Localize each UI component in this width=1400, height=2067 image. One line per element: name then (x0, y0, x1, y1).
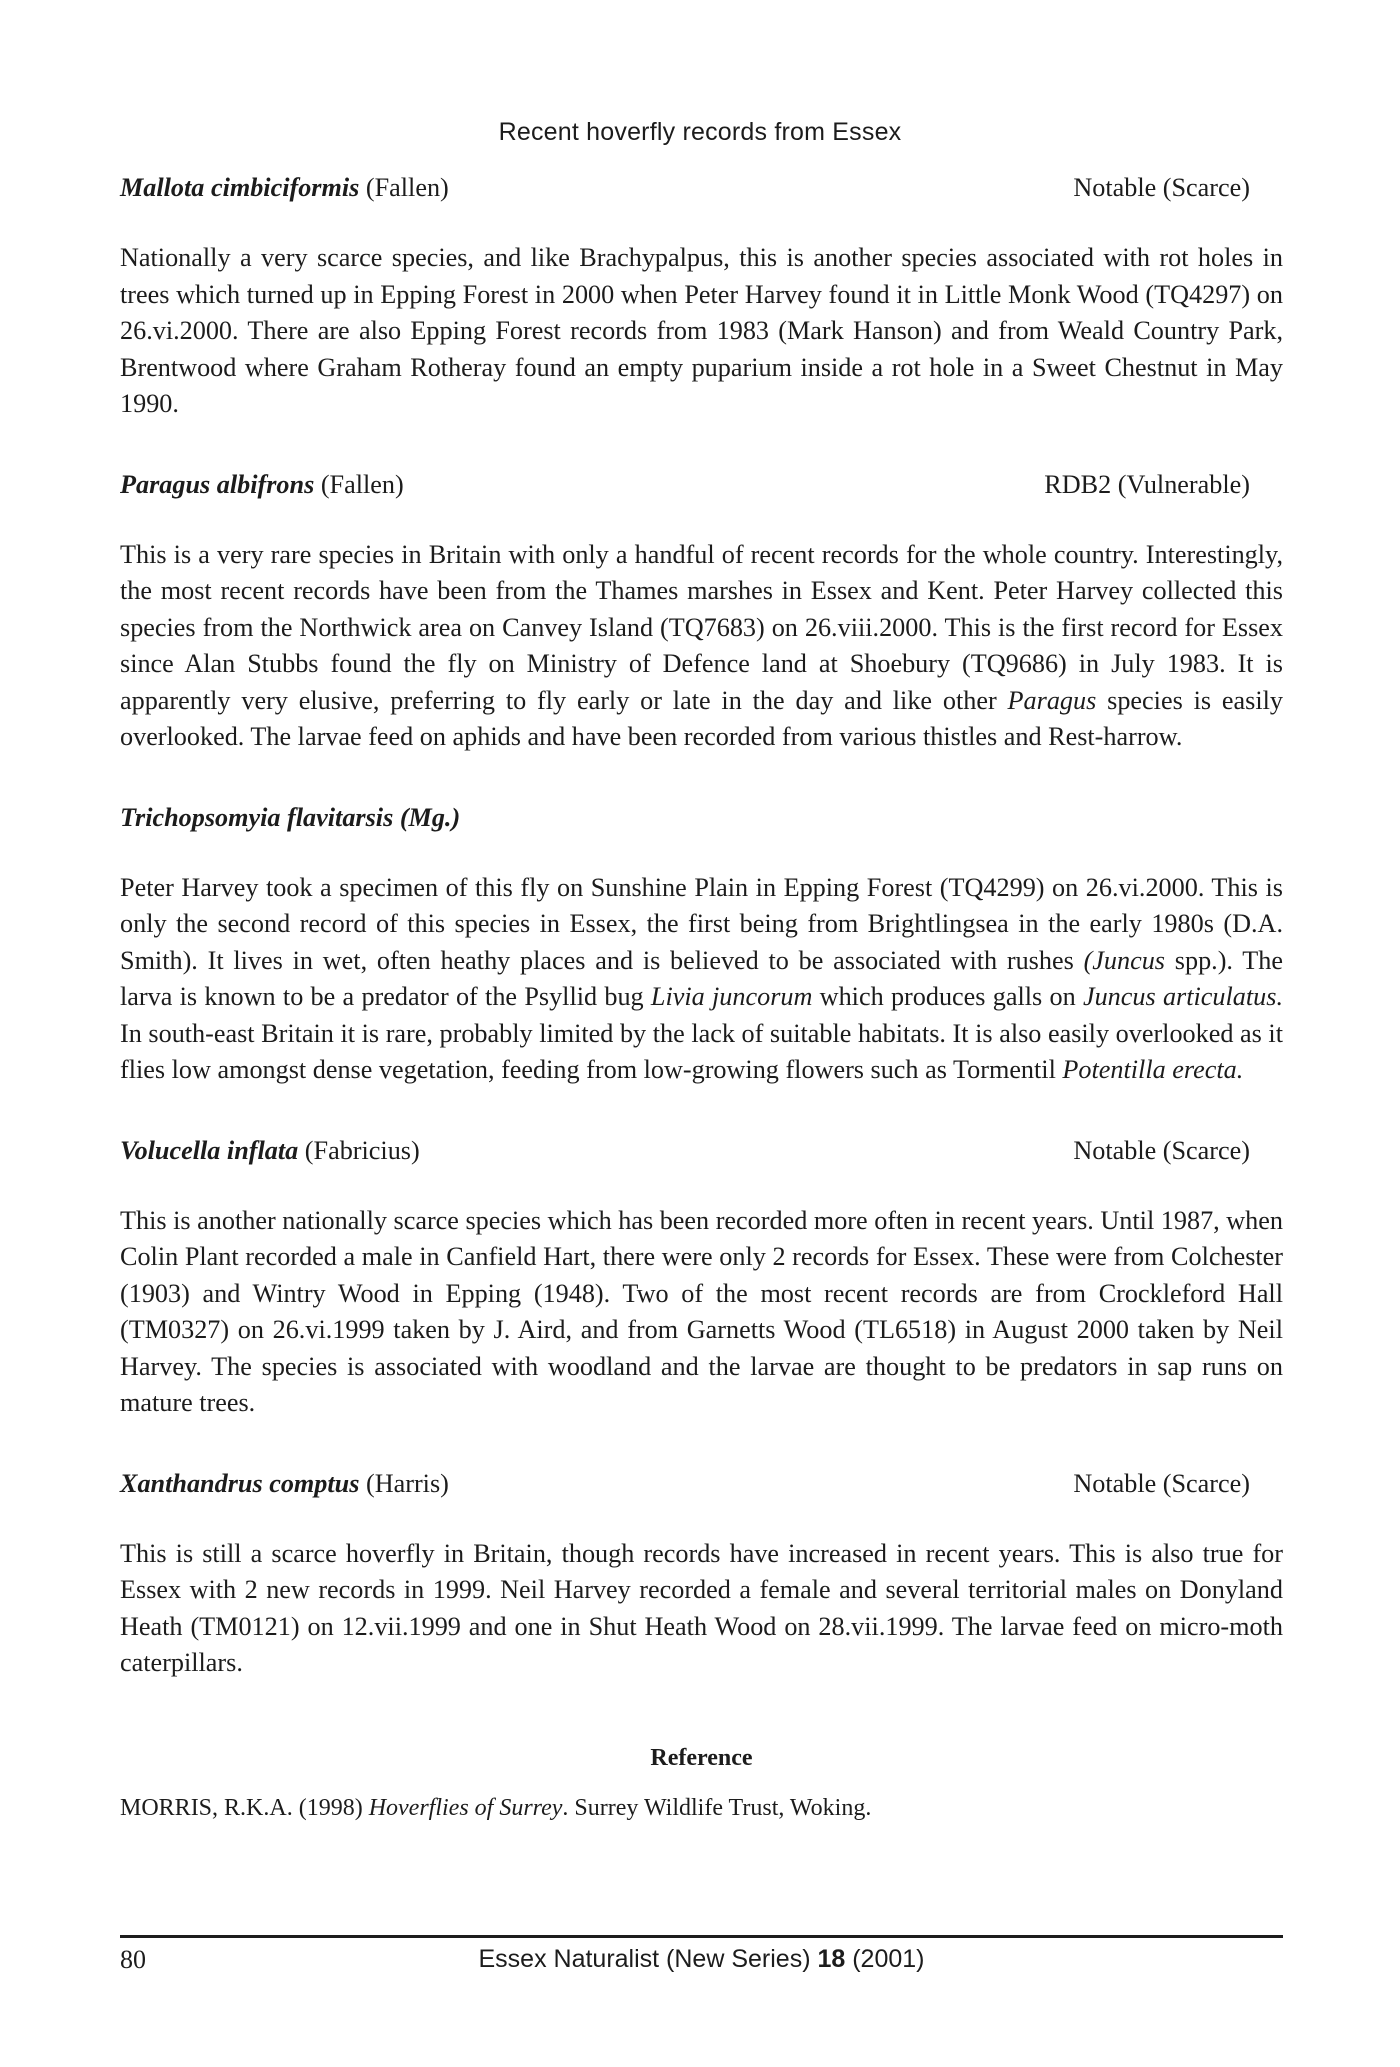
conservation-status: Notable (Scarce) (1073, 1468, 1250, 1498)
footer-rule (120, 1935, 1283, 1938)
species-title (120, 1133, 420, 1170)
species-heading (120, 1133, 1283, 1169)
reference-title: Hoverflies of Surrey (368, 1795, 563, 1821)
reference-text: . Surrey Wildlife Trust, Woking. (562, 1795, 872, 1821)
species-name: Trichopsomyia flavitarsis (Mg.) (120, 802, 461, 832)
italic-text: (Juncus (1083, 945, 1166, 975)
page-footer (120, 1945, 1283, 1981)
species-title (120, 170, 449, 207)
text-run: spp.). The larva is known to be a predator of the Psyllid bug (120, 945, 1283, 1011)
species-name: Paragus albifrons (120, 469, 315, 499)
text-run: Peter Harvey took a specimen of this fly on Sunshine Plain in Epping Forest (TQ4299) on 26.vi.2000. This is only the second record of this species in Essex, the first being from Brightlingsea in the early 1980s (D.A. Smith). It lives in wet, often heathy places and is believed to be associated with rushes (120, 872, 1283, 975)
text-run: This is another nationally scarce species which has been recorded more often in recent years. Until 1987, when Colin Plant recorded a male in Canfield Hart, there were only 2 records for Essex. These were from Colchester (1903) and Wintry Wood in Epping (1948). Two of the most recent records are from Crockleford Hall (TM0327) on 26.vi.1999 taken by J. Aird, and from Garnetts Wood (TL6518) in August 2000 taken by Neil Harvey. The species is associated with woodland and the larvae are thought to be predators in sap runs on mature trees. (120, 1205, 1283, 1417)
species-author: (Fabricius) (304, 1135, 420, 1165)
species-description (120, 1203, 1283, 1422)
conservation-status: RDB2 (Vulnerable) (1044, 469, 1250, 499)
species-section (120, 1133, 1283, 1422)
species-section (120, 467, 1283, 756)
species-section (120, 1466, 1283, 1682)
species-title (120, 800, 460, 837)
italic-text: Livia juncorum (650, 982, 813, 1011)
species-list (120, 170, 1283, 1682)
text-run: This is a very rare species in Britain with only a handful of recent records for the whole country. Interestingly, the most recent records have been from the Thames marshes in Essex and Kent. Peter Harvey collected this species from the Northwick area on Canvey Island (TQ7683) on 26.viii.2000. This is the first record for Essex since Alan Stubbs found the fly on Ministry of Defence land at Shoebury (TQ9686) in July 1983. It is apparently very elusive, preferring to fly early or late in the day and like other (120, 539, 1283, 715)
species-heading (120, 800, 1283, 836)
species-heading (120, 170, 1283, 206)
text-run: species is easily overlooked. The larvae feed on aphids and have been recorded from various thistles and Rest-harrow. (120, 685, 1283, 751)
text-run: This is still a scarce hoverfly in Britain, though records have increased in recent years. This is also true for Essex with 2 new records in 1999. Neil Harvey recorded a female and several territorial males on Donyland Heath (TM0121) on 12.vii.1999 and one in Shut Heath Wood on 28.vii.1999. The larvae feed on micro-moth caterpillars. (120, 1538, 1283, 1677)
species-description (120, 537, 1283, 756)
conservation-status: Notable (Scarce) (1073, 173, 1250, 202)
species-heading (120, 467, 1283, 503)
italic-text: Potentilla erecta. (1062, 1055, 1244, 1084)
journal-year: (2001) (845, 1945, 925, 1973)
species-section (120, 800, 1283, 1089)
species-section (120, 170, 1283, 423)
journal-name: Essex Naturalist (New Series) (478, 1945, 818, 1973)
journal-volume: 18 (817, 1945, 846, 1973)
running-head: Recent hoverfly records from Essex (498, 118, 902, 146)
species-description (120, 240, 1283, 423)
text-run: which produces galls on (812, 982, 1083, 1011)
italic-text: Paragus (1007, 685, 1097, 715)
species-name: Volucella inflata (120, 1135, 299, 1165)
species-heading (120, 1466, 1283, 1502)
reference-entry (120, 1790, 1283, 1827)
page-number: 80 (120, 1945, 146, 1974)
species-description (120, 870, 1283, 1089)
species-title (120, 1466, 449, 1503)
species-author: (Fallen) (365, 173, 449, 202)
article-body (120, 170, 1283, 1827)
reference-heading: Reference (650, 1744, 753, 1771)
conservation-status: Notable (Scarce) (1073, 1135, 1250, 1165)
species-name: Mallota cimbiciformis (120, 173, 360, 202)
text-run: In south-east Britain it is rare, probably limited by the lack of suitable habitats. It is also easily overlooked as it flies low amongst dense vegetation, feeding from low-growing flowers such as Tormentil (120, 1018, 1283, 1084)
species-title (120, 467, 404, 504)
text-run: Nationally a very scarce species, and like Brachypalpus, this is another species associated with rot holes in trees which turned up in Epping Forest in 2000 when Peter Harvey found it in Little Monk Wood (TQ4297) on 26.vi.2000. There are also Epping Forest records from 1983 (Mark Hanson) and from Weald Country Park, Brentwood where Graham Rotheray found an empty puparium inside a rot hole in a Sweet Chestnut in May 1990. (120, 243, 1283, 418)
species-name: Xanthandrus comptus (120, 1468, 360, 1498)
journal-citation (120, 1945, 1283, 1974)
species-description (120, 1536, 1283, 1682)
reference-text: MORRIS, R.K.A. (1998) (120, 1795, 369, 1821)
species-author: (Fallen) (320, 469, 404, 499)
italic-text: Juncus articulatus. (1082, 982, 1283, 1011)
species-author: (Harris) (365, 1468, 449, 1498)
